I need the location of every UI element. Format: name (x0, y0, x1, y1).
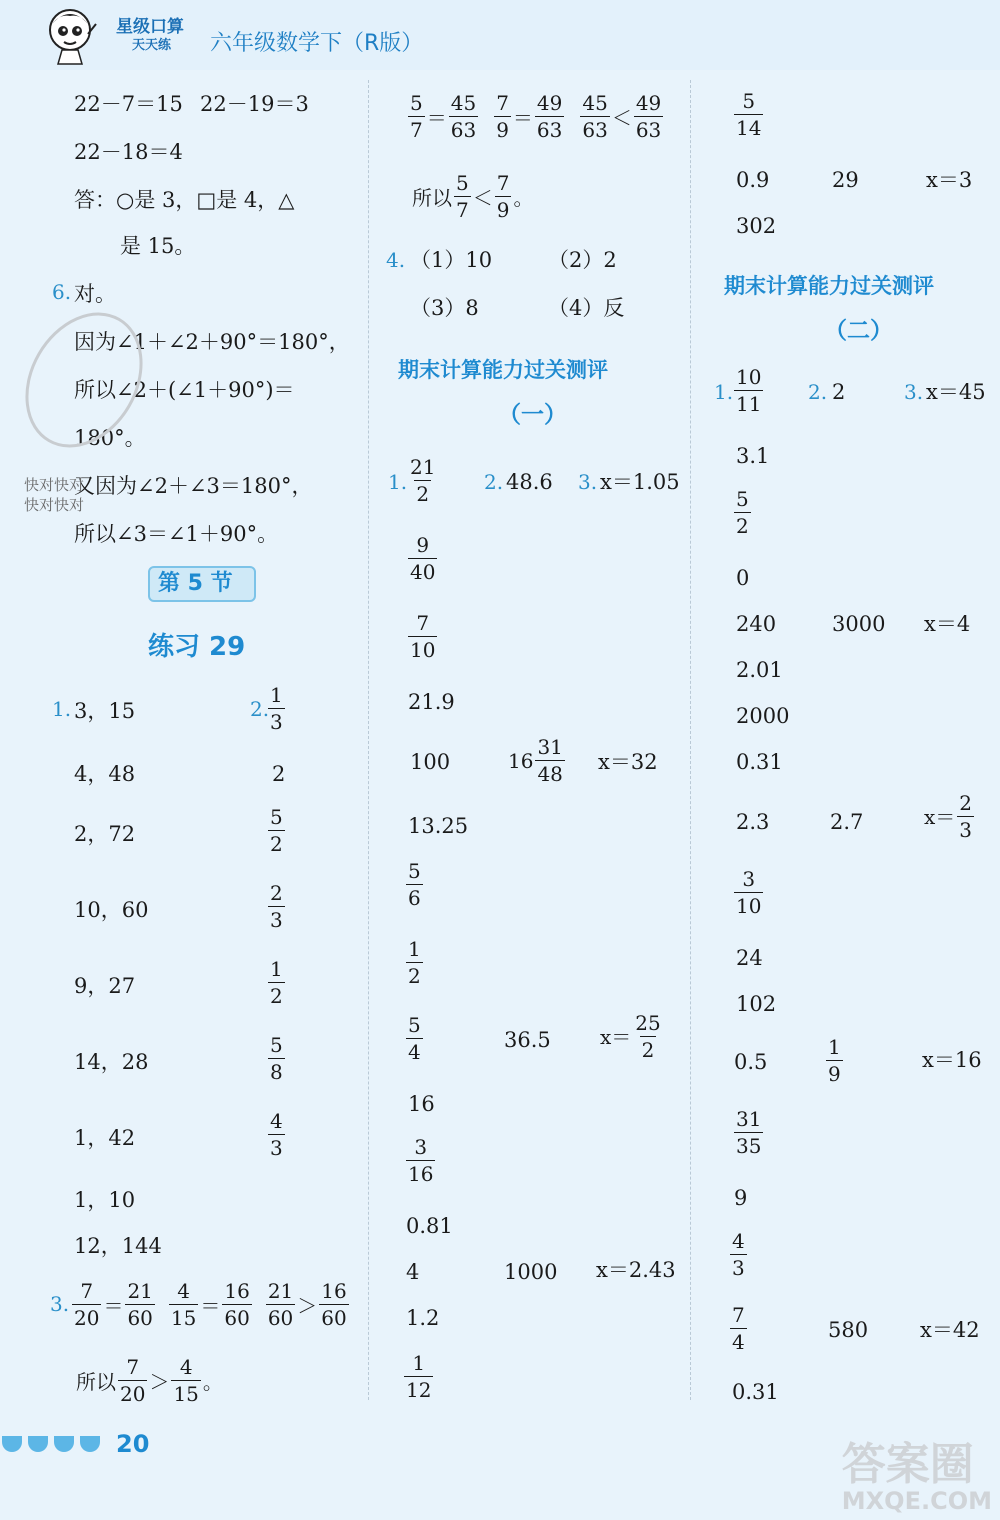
q2-number: 2. (250, 697, 270, 721)
answer-fraction (730, 1302, 747, 1355)
numerator: 5 (408, 859, 421, 883)
fraction-conclusion (410, 170, 535, 223)
answer-fraction (406, 1134, 435, 1187)
denominator: 8 (270, 1060, 283, 1084)
symbol: 。 (513, 186, 534, 210)
q3-conclusion (74, 1354, 225, 1407)
question-number: 3. (904, 380, 924, 404)
denominator: 3 (270, 1136, 283, 1160)
denominator: 48 (537, 762, 563, 786)
denominator: 14 (736, 116, 762, 140)
fraction (268, 804, 285, 857)
numerator: 7 (496, 171, 510, 195)
reason-line-5: 所以∠3＝∠1＋90°。 (74, 522, 279, 546)
brand-line-2: 天天练 (132, 38, 172, 53)
answer-expression (598, 1010, 663, 1063)
denominator: 63 (582, 118, 608, 142)
numerator: 1 (408, 937, 421, 961)
section-title: 第 5 节 (158, 571, 233, 596)
fraction (495, 170, 512, 223)
denominator: 2 (270, 832, 283, 856)
numerator: 45 (450, 91, 477, 115)
reason-line-2: 所以∠2＋(∠1＋90°)＝ (74, 378, 295, 402)
fraction (268, 682, 285, 735)
denominator: 3 (959, 818, 973, 842)
answer-value: 12，144 (74, 1234, 162, 1258)
eq-22-19: 22－19＝3 (200, 92, 309, 116)
fraction (454, 170, 471, 223)
numerator: 4 (179, 1355, 193, 1379)
fraction (118, 1354, 147, 1407)
answer-value: 240 (736, 612, 777, 636)
answer-value: 9 (734, 1186, 748, 1210)
answer-value: 2000 (736, 704, 790, 728)
fraction (125, 1278, 154, 1331)
answer-value: 1，10 (74, 1188, 136, 1212)
denominator: 63 (536, 118, 563, 142)
numerator: 5 (742, 89, 756, 113)
answer-value: 2.01 (736, 658, 783, 682)
page-number: 20 (116, 1430, 150, 1458)
question-number: 3. (578, 470, 598, 494)
answer-value: 10，60 (74, 898, 149, 922)
numerator: 3 (414, 1135, 428, 1159)
numerator: 5 (736, 487, 749, 511)
answer-fraction (268, 1108, 285, 1161)
numerator: 3 (742, 867, 756, 891)
fraction (222, 1278, 251, 1331)
numerator: 45 (582, 91, 608, 115)
q4-part-2: （2）2 (548, 248, 617, 272)
fraction (535, 734, 564, 787)
denominator: 2 (736, 514, 749, 538)
symbol: ＜ (472, 186, 493, 210)
denominator: 63 (635, 118, 662, 142)
denominator: 60 (224, 1306, 250, 1330)
numerator: 31 (537, 735, 563, 759)
answer-fraction (734, 486, 751, 539)
stamp-text-2: 快对快对 (24, 496, 85, 514)
answer-value: 2.3 (736, 810, 770, 834)
answer-value: 13.25 (408, 814, 469, 838)
brand-line-1: 星级口算 (116, 17, 184, 37)
numerator: 7 (496, 91, 509, 115)
fraction (408, 90, 425, 143)
answer-fraction (408, 610, 437, 663)
fraction-comparison (408, 90, 663, 143)
denominator: 4 (732, 1330, 745, 1354)
denominator: 10 (736, 894, 762, 918)
numerator: 7 (416, 611, 430, 635)
denominator: 2 (416, 482, 430, 506)
column-divider-2 (690, 80, 691, 1400)
numerator: 10 (736, 365, 762, 389)
answer-value: 48.6 (506, 470, 553, 494)
symbol: ＞ (149, 1370, 170, 1394)
denominator: 2 (641, 1038, 655, 1062)
answer-value: 36.5 (504, 1028, 551, 1052)
watermark-en: MXQE.COM (841, 1487, 992, 1515)
fraction (634, 90, 663, 143)
q1-number: 1. (52, 697, 72, 721)
q4-part-1: （1）10 (410, 248, 493, 272)
conclusion-prefix: 所以 (76, 1370, 116, 1394)
question-number: 2. (484, 470, 504, 494)
answer-value: 0.31 (732, 1380, 779, 1404)
answer-value: 4，48 (74, 762, 136, 786)
denominator: 2 (408, 964, 421, 988)
dot-icon (28, 1436, 48, 1452)
watermark (841, 1439, 992, 1515)
numerator: 4 (732, 1229, 745, 1253)
page-dots (2, 1436, 106, 1456)
answer-value: x＝4 (924, 612, 971, 636)
numerator: 7 (126, 1355, 140, 1379)
answer-value: 3，15 (74, 699, 136, 723)
fraction (268, 1032, 285, 1085)
fraction (408, 610, 437, 663)
fraction (580, 90, 609, 143)
q3-number: 3. (50, 1292, 70, 1316)
denominator: 6 (408, 886, 421, 910)
numerator: 49 (536, 91, 563, 115)
symbol: 。 (202, 1370, 223, 1394)
fraction (734, 866, 763, 919)
answer-line-1: 答：○是 3，□是 4，△ (74, 188, 295, 212)
answer-value: x＝1.05 (600, 470, 680, 494)
answer-fraction (730, 1228, 747, 1281)
answer-value: 29 (832, 168, 859, 192)
numerator: 21 (127, 1279, 153, 1303)
answer-line-2: 是 15。 (120, 234, 196, 258)
answer-value: x＝16 (922, 1048, 982, 1072)
fraction (730, 1228, 747, 1281)
numerator: 1 (270, 683, 283, 707)
denominator: 63 (450, 118, 477, 142)
numerator: 9 (416, 533, 430, 557)
answer-value: 2.7 (830, 810, 864, 834)
numerator: 1 (270, 957, 283, 981)
answer-fraction (268, 804, 285, 857)
numerator: 4 (270, 1109, 283, 1133)
answer-value: x＝45 (926, 380, 986, 404)
numerator: 1 (412, 1351, 426, 1375)
answer-fraction (734, 364, 763, 417)
numerator: 2 (270, 881, 283, 905)
numerator: 5 (456, 171, 469, 195)
answer-value: 16 (408, 1092, 435, 1116)
numerator: 7 (80, 1279, 94, 1303)
denominator: 9 (496, 198, 510, 222)
numerator: 16 (321, 1279, 347, 1303)
eq-22-18: 22－18＝4 (74, 140, 183, 164)
answer-value: 3000 (832, 612, 886, 636)
denominator: 20 (74, 1306, 100, 1330)
fraction (406, 1134, 435, 1187)
numerator: 31 (736, 1107, 762, 1131)
numerator: 21 (410, 455, 436, 479)
numerator: 5 (270, 1033, 283, 1057)
answer-fraction (826, 1034, 843, 1087)
answer-value: 24 (736, 946, 763, 970)
numerator: 16 (224, 1279, 250, 1303)
test-subtitle-1: （一） (498, 402, 567, 428)
answer-value: 1.2 (406, 1306, 440, 1330)
numerator: 5 (408, 1013, 421, 1037)
conclusion-prefix: 所以 (412, 186, 452, 210)
symbol: ＝ (200, 1294, 221, 1318)
fraction (171, 1354, 200, 1407)
q6-number: 6. (52, 280, 72, 304)
answer-value: 2 (832, 380, 846, 404)
q3-comparison (72, 1278, 349, 1331)
stamp-text-1: 快对快对 (24, 476, 85, 494)
denominator: 16 (408, 1162, 434, 1186)
answer-value: 0 (736, 566, 750, 590)
answer-value: 1000 (504, 1260, 558, 1284)
answer-value: 100 (410, 750, 451, 774)
numerator: 1 (828, 1035, 841, 1059)
answer-fraction (408, 454, 437, 507)
answer-value: 0.31 (736, 750, 783, 774)
fraction (535, 90, 564, 143)
denominator: 7 (456, 198, 469, 222)
denominator: 35 (736, 1134, 762, 1158)
symbol: ＝ (103, 1294, 124, 1318)
fraction (734, 364, 763, 417)
q4-part-3: （3）8 (410, 296, 479, 320)
answer-value: 0.81 (406, 1214, 453, 1238)
fraction (494, 90, 511, 143)
answer-fraction (734, 866, 763, 919)
answer-fraction (268, 880, 285, 933)
denominator: 20 (120, 1382, 146, 1406)
denominator: 7 (410, 118, 423, 142)
numerator: 21 (267, 1279, 294, 1303)
denominator: 15 (170, 1306, 197, 1330)
fraction (633, 1010, 662, 1063)
test-subtitle-2: （二） (824, 318, 893, 344)
answer-value: 102 (736, 992, 777, 1016)
answer-value: x＝3 (926, 168, 973, 192)
fraction (268, 1108, 285, 1161)
denominator: 3 (732, 1256, 745, 1280)
q6-answer: 对。 (74, 282, 116, 306)
answer-value: 1，42 (74, 1126, 136, 1150)
symbol: ＞ (297, 1294, 318, 1318)
answer-value: 9，27 (74, 974, 136, 998)
fraction (266, 1278, 295, 1331)
fraction (169, 1278, 198, 1331)
denominator: 4 (408, 1040, 421, 1064)
answer-value: x＝42 (920, 1318, 980, 1342)
numerator: 5 (410, 91, 423, 115)
denominator: 9 (828, 1062, 841, 1086)
dot-icon (80, 1436, 100, 1452)
answer-value: 0.9 (736, 168, 770, 192)
answer-value: 21.9 (408, 690, 455, 714)
answer-value: 2 (272, 762, 286, 786)
answer-fraction (404, 1350, 433, 1403)
answer-fraction (734, 88, 763, 141)
watermark-cn: 答案圈 (841, 1439, 974, 1490)
brand-logo (112, 12, 198, 56)
denominator: 11 (736, 392, 762, 416)
fraction (408, 454, 437, 507)
denominator: 9 (496, 118, 509, 142)
numerator: 4 (177, 1279, 190, 1303)
fraction (730, 1302, 747, 1355)
answer-text: 16 (508, 748, 534, 773)
numerator: 49 (635, 91, 662, 115)
numerator: 2 (959, 791, 973, 815)
answer-fraction (268, 956, 285, 1009)
reason-line-3: 180°。 (74, 426, 146, 450)
answer-value: 580 (828, 1318, 869, 1342)
fraction (72, 1278, 101, 1331)
fraction (408, 532, 437, 585)
numerator: 25 (635, 1011, 661, 1035)
eq-22-7: 22－7＝15 (74, 92, 183, 116)
numerator: 5 (270, 805, 283, 829)
q4-number: 4. (386, 248, 406, 272)
mascot-logo (40, 4, 104, 66)
symbol: ＜ (611, 106, 632, 130)
denominator: 40 (410, 560, 436, 584)
answer-value: 14，28 (74, 1050, 149, 1074)
denominator: 60 (267, 1306, 294, 1330)
denominator: 2 (270, 984, 283, 1008)
answer-value: 302 (736, 214, 777, 238)
column-divider-1 (368, 80, 369, 1400)
question-number: 1. (388, 470, 408, 494)
answer-expression (506, 734, 565, 787)
answer-fraction (268, 1032, 285, 1085)
fraction (826, 1034, 843, 1087)
answer-fraction (406, 1012, 423, 1065)
fraction (404, 1350, 433, 1403)
book-title: 六年级数学下（R版） (210, 31, 424, 56)
fraction (734, 88, 763, 141)
stamp-circle-icon (14, 300, 144, 460)
answer-text: x＝ (600, 1024, 632, 1049)
fraction (734, 1106, 763, 1159)
question-number: 2. (808, 380, 828, 404)
fraction (406, 936, 423, 989)
answer-value: 2，72 (74, 822, 136, 846)
answer-fraction (734, 1106, 763, 1159)
fraction (406, 858, 423, 911)
denominator: 15 (173, 1382, 199, 1406)
fraction (449, 90, 478, 143)
fraction (957, 790, 974, 843)
denominator: 3 (270, 710, 283, 734)
fraction (734, 486, 751, 539)
denominator: 12 (406, 1378, 432, 1402)
symbol: ＝ (426, 106, 447, 130)
answer-text: x＝ (924, 804, 956, 829)
denominator: 3 (270, 908, 283, 932)
answer-expression (922, 790, 974, 843)
dot-icon (2, 1436, 22, 1452)
fraction (406, 1012, 423, 1065)
answer-fraction (268, 682, 285, 735)
answer-value: 3.1 (736, 444, 770, 468)
denominator: 60 (321, 1306, 347, 1330)
test-title-2: 期末计算能力过关测评 (724, 274, 934, 298)
answer-fraction (406, 936, 423, 989)
answer-value: x＝2.43 (596, 1258, 676, 1282)
fraction (319, 1278, 348, 1331)
practice-title: 练习 29 (148, 632, 246, 662)
numerator: 7 (732, 1303, 745, 1327)
question-number: 1. (714, 380, 734, 404)
answer-fraction (406, 858, 423, 911)
symbol: ＝ (512, 106, 533, 130)
fraction (268, 956, 285, 1009)
fraction (268, 880, 285, 933)
answer-value: x＝32 (598, 750, 658, 774)
dot-icon (54, 1436, 74, 1452)
answer-fraction (408, 532, 437, 585)
reason-line-4: 又因为∠2＋∠3＝180°， (74, 474, 313, 498)
reason-line-1: 因为∠1＋∠2＋90°＝180°， (74, 330, 350, 354)
denominator: 10 (410, 638, 436, 662)
answer-value: 0.5 (734, 1050, 768, 1074)
answer-value: 4 (406, 1260, 420, 1284)
test-title-1: 期末计算能力过关测评 (398, 358, 608, 382)
q4-part-4: （4）反 (548, 296, 625, 320)
denominator: 60 (127, 1306, 153, 1330)
